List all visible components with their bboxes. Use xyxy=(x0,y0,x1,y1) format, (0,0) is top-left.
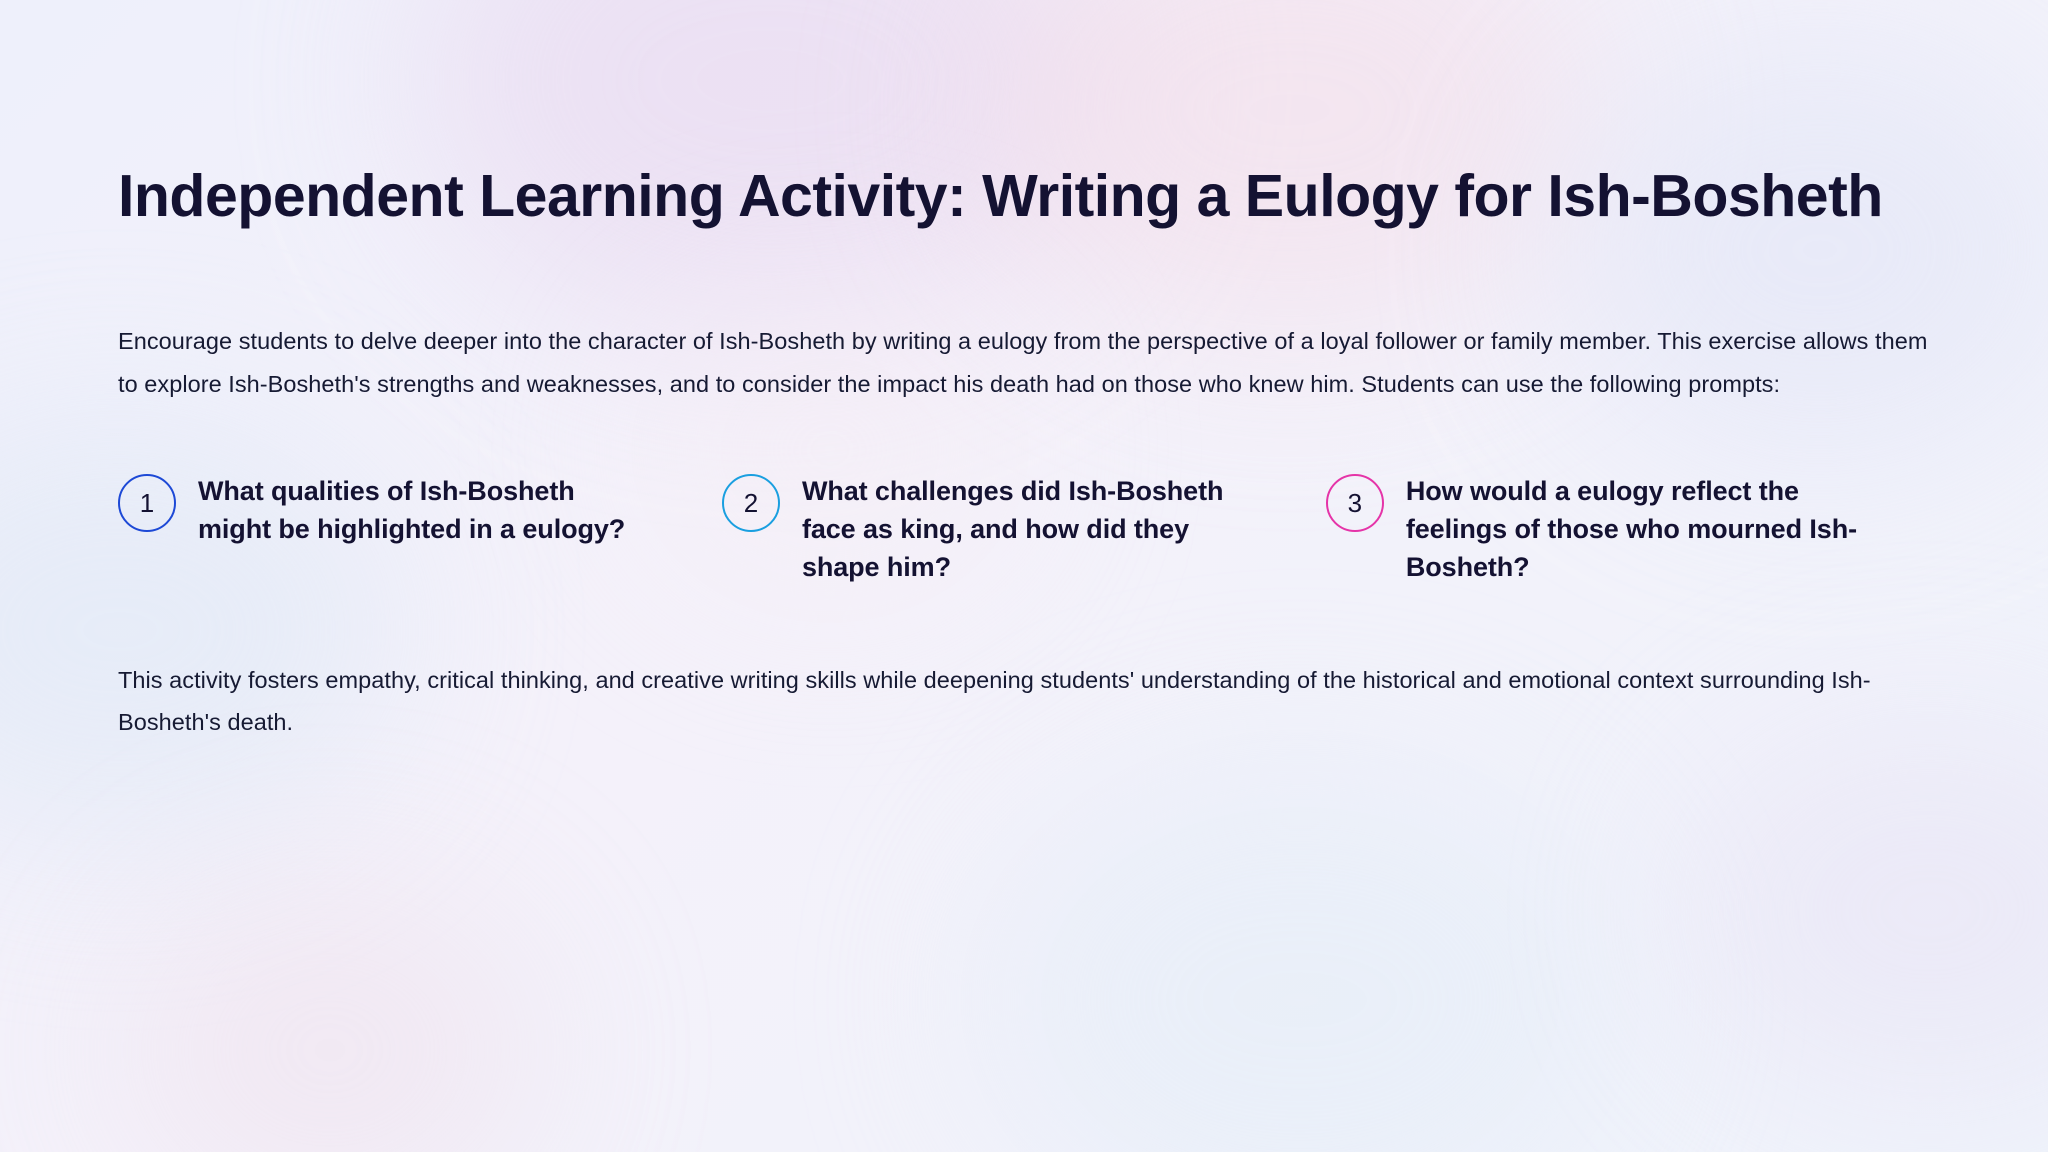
list-item xyxy=(1326,472,1930,587)
prompt-text: How would a eulogy reflect the feelings of those who mourned Ish-Bosheth? xyxy=(1405,475,1857,583)
page-title: Independent Learning Activity: Writing a Eulogy for Ish-Bosheth xyxy=(118,163,1883,229)
intro-paragraph: Encourage students to delve deeper into the character of Ish-Bosheth by writing a eulogy from the perspective of a loyal follower or family member. This exercise allows them to explore Ish-Bosheth's strengths and weaknesses, and to consider the impact his death had on those who knew him. Students can use the following prompts: xyxy=(118,328,1928,397)
background-blob xyxy=(120,880,540,1152)
background-blob xyxy=(980,760,1620,1152)
prompt-list xyxy=(118,406,1930,587)
prompt-number-badge: 3 xyxy=(1326,474,1384,532)
closing-paragraph: This activity fosters empathy, critical thinking, and creative writing skills while deepening students' understanding of the historical and emotional context surrounding Ish-Bosheth's death. xyxy=(118,666,1871,736)
background-blob xyxy=(1680,720,2048,1100)
prompt-text: What challenges did Ish-Bosheth face as king, and how did they shape him? xyxy=(801,475,1224,583)
prompt-text: What qualities of Ish-Bosheth might be highlighted in a eulogy? xyxy=(198,475,626,545)
prompt-number-badge: 1 xyxy=(118,474,176,532)
list-item xyxy=(722,472,1326,587)
prompt-number-badge: 2 xyxy=(722,474,780,532)
list-item xyxy=(118,472,722,587)
